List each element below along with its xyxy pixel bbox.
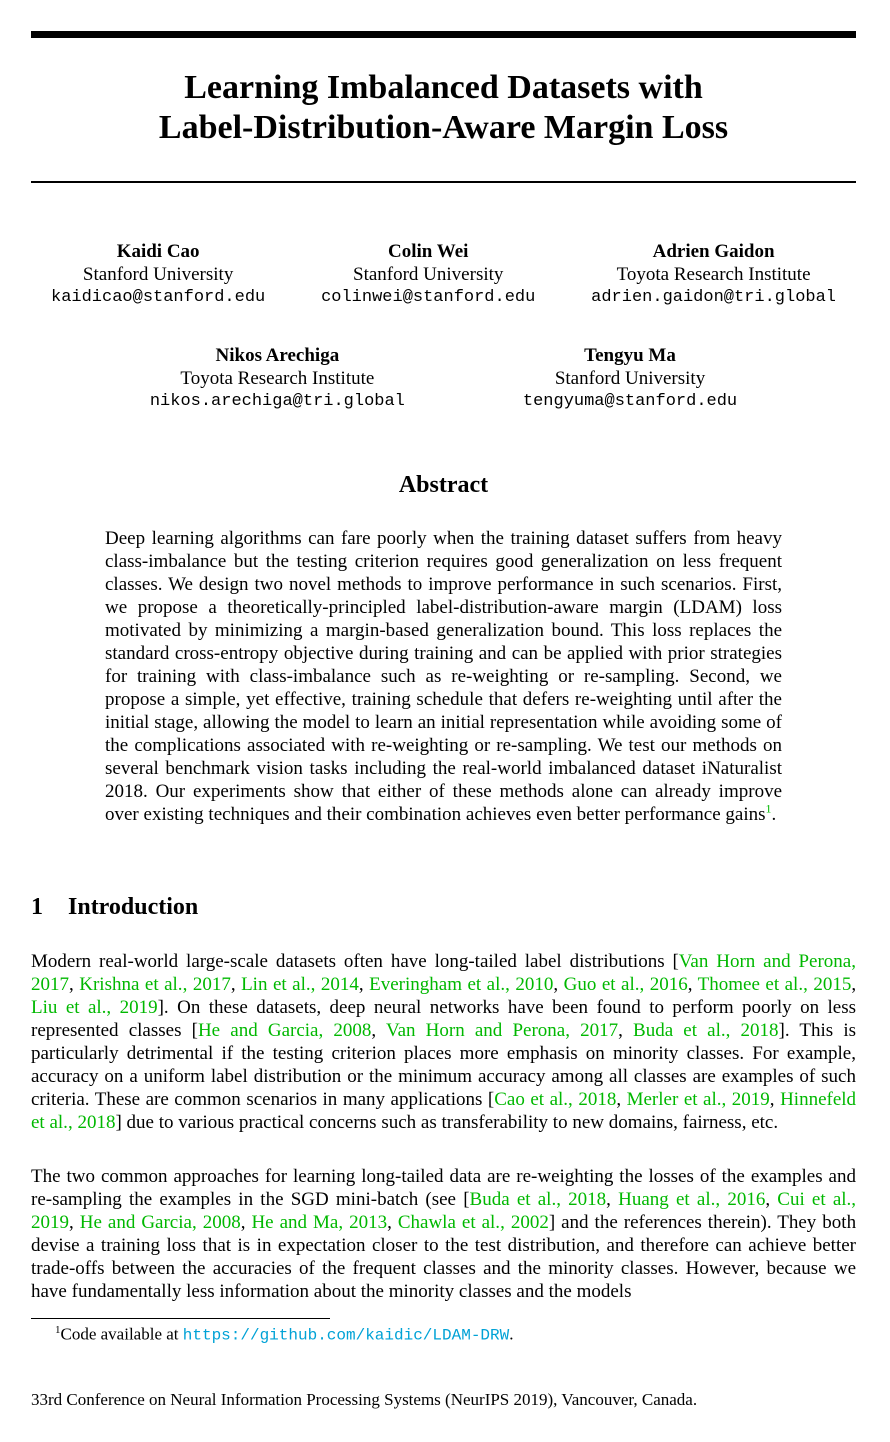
code-link[interactable]: https://github.com/kaidic/LDAM-DRW <box>182 1326 510 1345</box>
text: The two common approaches for learning long-tailed data are re-weighting the losses of the examples and re-sampling the examples in the SGD mini-batch (see [ <box>31 1166 856 1210</box>
footnote-mark: 1 <box>55 1324 61 1336</box>
top-rule <box>31 31 856 38</box>
section-heading <box>31 894 198 921</box>
citation[interactable]: Merler et al., 2019 <box>626 1089 770 1110</box>
author-email[interactable]: colinwei@stanford.edu <box>321 288 536 307</box>
author-affiliation: Toyota Research Institute <box>616 264 811 285</box>
authors-row-2 <box>31 344 856 414</box>
text: ] due to various practical concerns such as transferability to new domains, fairness, etc. <box>115 1112 779 1133</box>
paragraph: Modern real-world large-scale datasets often have long-tailed label distributions [Van Horn and Perona, 2017, Krishna et al., 2017, Lin et al., 2014, Everingham et al., 2010, Guo et al., 2016, Thomee et al., 2015, Liu et al., 2019]. On these datasets, deep neural networks have been found to perform poorly on less represented classes [He and Garcia, 2008, Van Horn and Perona, 2017, Buda et al., 2018]. This is particularly detrimental if the testing criterion places more emphasis on minority classes. For example, accuracy on a uniform label distribution or the minimum accuracy among all classes are examples of such criteria. These are common scenarios in many applications [Cao et al., 2018, Merler et al., 2019, Hinnefeld et al., 2018] due to various practical concerns such as transferability to new domains, fairness, etc. <box>31 951 857 1133</box>
section-number: 1 <box>31 894 43 920</box>
abstract-end: . <box>771 804 777 825</box>
citation[interactable]: Liu et al., 2019 <box>31 997 158 1018</box>
author-affiliation: Stanford University <box>353 264 504 285</box>
paragraph: The two common approaches for learning long-tailed data are re-weighting the losses of the examples and re-sampling the examples in the SGD mini-batch (see [Buda et al., 2018, Huang et al., 2016, Cui et al., 2019, He and Garcia, 2008, He and Ma, 2013, Chawla et al., 2002] and the references therein). They both devise a training loss that is in expectation closer to the test distribution, and therefore can achieve better trade-offs between the accuracies of the frequent classes and the minority classes. However, because we have fundamentally less information about the minority classes and the models <box>31 1166 857 1302</box>
citation[interactable]: Buda et al., 2018 <box>633 1020 779 1041</box>
author-name: Tengyu Ma <box>584 345 676 366</box>
author-affiliation: Stanford University <box>554 368 706 389</box>
author <box>51 240 265 310</box>
citation[interactable]: Krishna et al., 2017 <box>79 974 231 995</box>
title-line-1: Learning Imbalanced Datasets with <box>184 69 703 106</box>
citation[interactable]: Van Horn and Perona, 2017 <box>385 1020 619 1041</box>
abstract-heading: Abstract <box>398 472 489 498</box>
citation[interactable]: Chawla et al., 2002 <box>397 1212 549 1233</box>
abstract-body <box>105 527 782 826</box>
author-affiliation: Stanford University <box>82 264 234 285</box>
author <box>523 344 737 414</box>
paper-title <box>31 68 856 148</box>
author-email[interactable]: nikos.arechiga@tri.global <box>149 392 405 411</box>
citation[interactable]: Cui et al., 2019 <box>31 1189 857 1233</box>
citation[interactable]: Cao et al., 2018 <box>494 1089 617 1110</box>
footnote <box>55 1324 513 1345</box>
text: Modern real-world large-scale datasets often have long-tailed label distributions [ <box>31 951 679 972</box>
author-name: Colin Wei <box>387 241 469 262</box>
footnote-text: Code available at <box>60 1324 183 1344</box>
author-affiliation: Toyota Research Institute <box>180 368 375 389</box>
citation[interactable]: He and Garcia, 2008 <box>79 1212 241 1233</box>
author-name: Nikos Arechiga <box>215 345 340 366</box>
citation[interactable]: Thomee et al., 2015 <box>697 974 852 995</box>
footnote-rule <box>31 1318 330 1319</box>
text: ]. On these datasets, deep neural networks have been found to perform poorly on less represented classes [ <box>31 997 856 1041</box>
citation[interactable]: Everingham et al., 2010 <box>369 974 554 995</box>
text: ]. This is particularly detrimental if the testing criterion places more emphasis on minority classes. For example, accuracy on a uniform label distribution or the minimum accuracy among all classes are examples of such criteria. These are common scenarios in many applications [ <box>31 1020 857 1110</box>
author-email[interactable]: adrien.gaidon@tri.global <box>591 288 836 307</box>
author <box>591 240 836 310</box>
text: ] and the references therein). They both devise a training loss that is in expectation closer to the test distribution, and therefore can achieve better trade-offs between the accuracies of the frequent classes and the minority classes. However, because we have fundamentally less information about the minority classes and the models <box>31 1212 857 1302</box>
author-email[interactable]: kaidicao@stanford.edu <box>51 288 266 307</box>
citation[interactable]: Van Horn and Perona, 2017 <box>31 951 856 995</box>
authors-row-1 <box>31 240 856 310</box>
author-email[interactable]: tengyuma@stanford.edu <box>522 392 738 411</box>
footnote-end: . <box>509 1324 514 1344</box>
footnote-ref[interactable]: 1 <box>765 801 772 816</box>
conference-note: 33rd Conference on Neural Information Processing Systems (NeurIPS 2019), Vancouver, Canada. <box>31 1390 698 1409</box>
title-line-2: Label-Distribution-Aware Margin Loss <box>158 109 729 146</box>
section-title: Introduction <box>68 894 199 920</box>
author <box>321 240 535 310</box>
author <box>150 344 405 414</box>
citation[interactable]: Guo et al., 2016 <box>563 974 688 995</box>
citation[interactable]: Hinnefeld et al., 2018 <box>31 1089 857 1133</box>
citation[interactable]: He and Garcia, 2008 <box>197 1020 372 1041</box>
citation[interactable]: Huang et al., 2016 <box>618 1189 766 1210</box>
citation[interactable]: Buda et al., 2018 <box>469 1189 607 1210</box>
author-name: Adrien Gaidon <box>652 241 775 262</box>
author-name: Kaidi Cao <box>116 241 200 262</box>
citation[interactable]: Lin et al., 2014 <box>241 974 359 995</box>
title-rule <box>31 181 856 183</box>
abstract-text: Deep learning algorithms can fare poorly when the training dataset suffers from heavy class-imbalance but the testing criterion requires good generalization on less frequent classes. We design two novel methods to improve performance in such scenarios. First, we propose a theoretically-principled label-distribution-aware margin (LDAM) loss motivated by minimizing a margin-based generalization bound. This loss replaces the standard cross-entropy objective during training and can be applied with prior strategies for training with class-imbalance such as re-weighting or re-sampling. Second, we propose a simple, yet effective, training schedule that defers re-weighting until after the initial stage, allowing the model to learn an initial representation while avoiding some of the complications associated with re-weighting or re-sampling. We test our methods on several benchmark vision tasks including the real-world imbalanced dataset iNaturalist 2018. Our experiments show that either of these methods alone can already improve over existing techniques and their combination achieves even better performance gains <box>105 528 782 825</box>
citation[interactable]: He and Ma, 2013 <box>251 1212 388 1233</box>
